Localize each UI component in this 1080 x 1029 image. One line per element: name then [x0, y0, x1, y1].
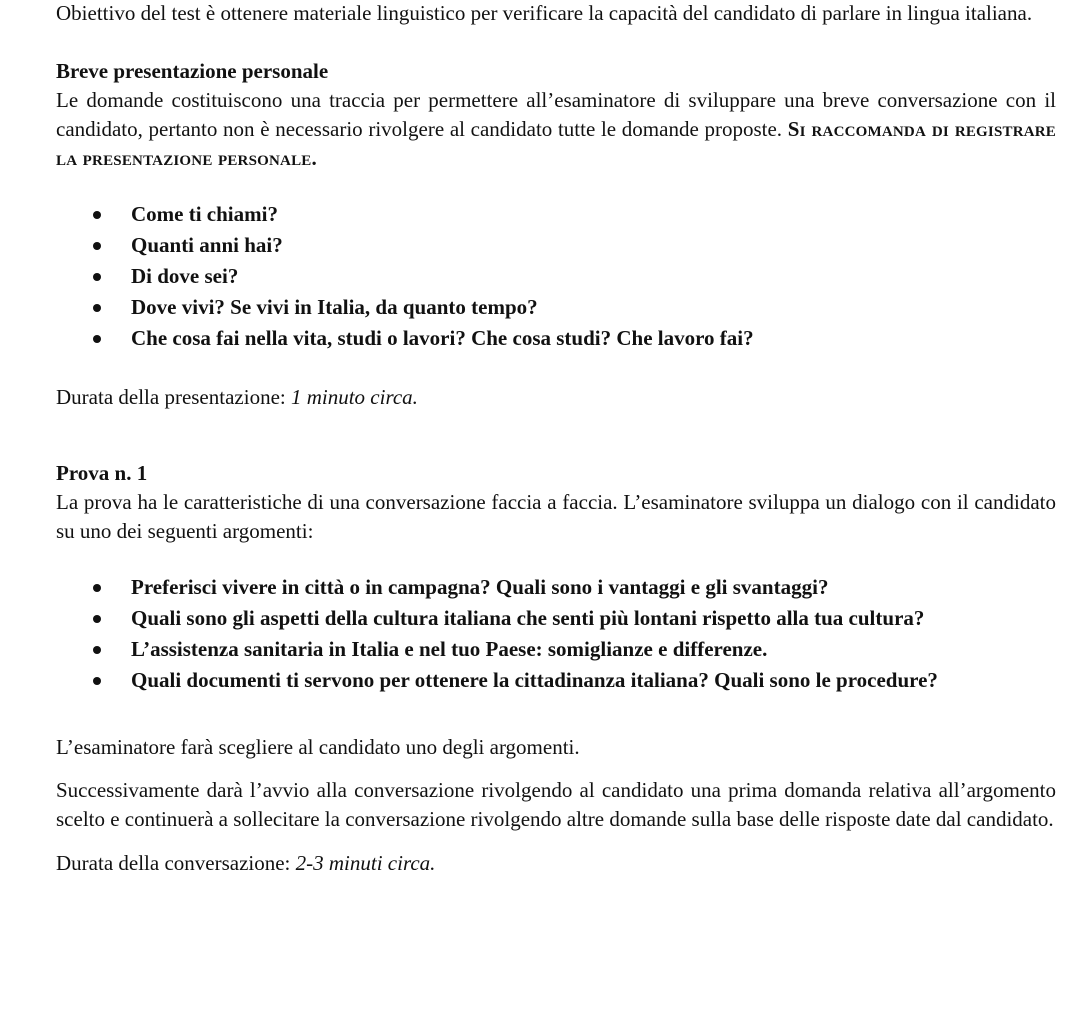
- list-item: [56, 231, 1056, 260]
- list-item: [56, 262, 1056, 291]
- topic-text: Quali sono gli aspetti della cultura italiana che senti più lontani rispetto alla tua cultura?: [131, 606, 925, 630]
- list-item: [56, 666, 1056, 695]
- question-text: Di dove sei?: [131, 264, 239, 288]
- bullet-icon: [93, 646, 101, 654]
- presentation-question-list: [56, 200, 1056, 353]
- recording-recommendation: Si raccomanda di registrare la presentazione personale.: [56, 117, 1057, 170]
- presentation-paragraph: [56, 86, 1056, 173]
- list-item: [56, 200, 1056, 229]
- conversation-duration: [56, 849, 1056, 878]
- question-text: Dove vivi? Se vivi in Italia, da quanto tempo?: [131, 295, 538, 319]
- bullet-icon: [93, 273, 101, 281]
- question-text: Quanti anni hai?: [131, 233, 283, 257]
- document-page: [56, 0, 1056, 878]
- question-text: Come ti chiami?: [131, 202, 278, 226]
- bullet-icon: [93, 242, 101, 250]
- examiner-choice-paragraph: L’esaminatore farà scegliere al candidato uno degli argomenti.: [56, 735, 580, 759]
- presentation-heading: Breve presentazione personale: [56, 59, 329, 83]
- list-item: [56, 324, 1056, 353]
- topic-list: [56, 573, 1056, 695]
- bullet-icon: [93, 584, 101, 592]
- prova-paragraph: La prova ha le caratteristiche di una conversazione faccia a faccia. L’esaminatore sviluppa un dialogo con il candidato su uno dei seguenti argomenti:: [56, 490, 1056, 543]
- topic-text: L’assistenza sanitaria in Italia e nel tuo Paese: somiglianze e differenze.: [131, 637, 768, 661]
- question-text: Che cosa fai nella vita, studi o lavori? Che cosa studi? Che lavoro fai?: [131, 326, 754, 350]
- topic-text: Quali documenti ti servono per ottenere la cittadinanza italiana? Quali sono le procedure?: [131, 668, 938, 692]
- bullet-icon: [93, 615, 101, 623]
- presentation-text: Le domande costituiscono una traccia per permettere all’esaminatore di sviluppare una breve conversazione con il candidato, pertanto non è necessario rivolgere al candidato tutte le domande proposte.: [56, 88, 1056, 141]
- prova-heading: Prova n. 1: [56, 461, 148, 485]
- bullet-icon: [93, 677, 101, 685]
- duration-value: 2-3 minuti circa.: [295, 851, 436, 875]
- bullet-icon: [93, 335, 101, 343]
- follow-up-paragraph: Successivamente darà l’avvio alla conversazione rivolgendo al candidato una prima domanda relativa all’argomento scelto e continuerà a sollecitare la conversazione rivolgendo altre domande sulla base delle risposte date dal candidato.: [56, 778, 1056, 831]
- duration-value: 1 minuto circa.: [290, 385, 418, 409]
- presentation-duration: [56, 383, 1056, 412]
- duration-label: Durata della presentazione:: [56, 385, 286, 409]
- intro-paragraph: Obiettivo del test è ottenere materiale linguistico per verificare la capacità del candidato di parlare in lingua italiana.: [56, 1, 1033, 25]
- bullet-icon: [93, 211, 101, 219]
- list-item: [56, 293, 1056, 322]
- list-item: [56, 573, 1056, 602]
- list-item: [56, 604, 1056, 633]
- bullet-icon: [93, 304, 101, 312]
- topic-text: Preferisci vivere in città o in campagna? Quali sono i vantaggi e gli svantaggi?: [131, 575, 829, 599]
- duration-label: Durata della conversazione:: [56, 851, 291, 875]
- list-item: [56, 635, 1056, 664]
